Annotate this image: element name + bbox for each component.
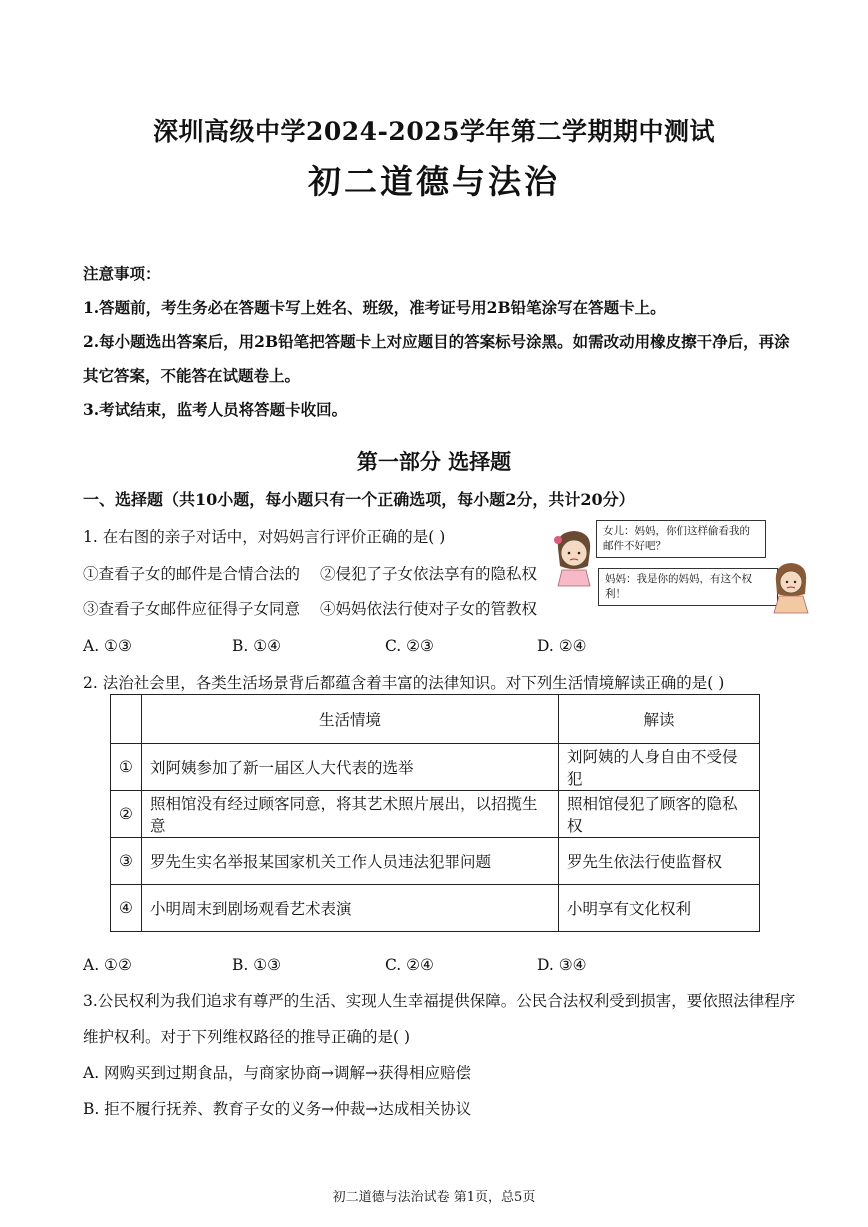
mother-illustration-icon <box>768 558 814 614</box>
q1-option-a: A. ①③ <box>83 637 132 655</box>
q2-stem: 2. 法治社会里，各类生活场景背后都蕴含着丰富的法律知识。对下列生活情境解读正确的是( ) <box>83 674 725 692</box>
q3-stem-line-1: 3.公民权利为我们追求有尊严的生活、实现人生幸福提供保障。公民合法权利受到损害，要依照法律程序 <box>83 992 796 1010</box>
q3-option-b: B. 拒不履行抚养、教育子女的义务→仲裁→达成相关协议 <box>83 1100 472 1118</box>
q2-option-c: C. ②④ <box>385 956 434 974</box>
table-row <box>111 744 760 791</box>
notice-item-3: 3.考试结束，监考人员将答题卡收回。 <box>83 400 348 419</box>
q1-statement-1: ①查看子女的邮件是合情合法的 <box>83 565 301 583</box>
daughter-speech-bubble: 女儿：妈妈，你们这样偷看我的邮件不好吧？ <box>596 520 766 558</box>
table-header-cell <box>111 695 142 744</box>
table-cell: 刘阿姨参加了新一届区人大代表的选举 <box>142 744 559 791</box>
table-cell: ② <box>111 791 142 838</box>
table-header-cell: 生活情境 <box>142 695 559 744</box>
notice-item-2-line-1: 2.每小题选出答案后，用2B铅笔把答题卡上对应题目的答案标号涂黑。如需改动用橡皮擦干净后，再涂 <box>83 332 790 351</box>
table-cell: ① <box>111 744 142 791</box>
q3-option-a: A. 网购买到过期食品，与商家协商→调解→获得相应赔偿 <box>83 1064 472 1082</box>
notice-item-1: 1.答题前，考生务必在答题卡写上姓名、班级，准考证号用2B铅笔涂写在答题卡上。 <box>83 298 666 317</box>
school-exam-title: 深圳高级中学2024-2025学年第二学期期中测试 <box>152 117 716 146</box>
q1-statement-2: ②侵犯了子女依法享有的隐私权 <box>320 565 538 583</box>
table-cell: 照相馆侵犯了顾客的隐私权 <box>559 791 760 838</box>
mother-speech-bubble: 妈妈：我是你的妈妈，有这个权利！ <box>598 568 778 606</box>
q1-option-d: D. ②④ <box>537 637 587 655</box>
q2-scenario-table <box>110 694 760 932</box>
daughter-illustration-icon <box>548 526 600 588</box>
q1-stem: 1. 在右图的亲子对话中，对妈妈言行评价正确的是( ) <box>83 528 446 546</box>
table-row <box>111 838 760 885</box>
q1-option-b: B. ①④ <box>232 637 282 655</box>
q2-option-a: A. ①② <box>83 956 132 974</box>
table-header-row <box>111 695 760 744</box>
table-cell: 罗先生实名举报某国家机关工作人员违法犯罪问题 <box>142 838 559 885</box>
q1-statement-4: ④妈妈依法行使对子女的管教权 <box>320 600 538 618</box>
table-row <box>111 791 760 838</box>
q1-statement-3: ③查看子女邮件应征得子女同意 <box>83 600 301 618</box>
q3-stem-line-2: 维护权利。对于下列维权路径的推导正确的是( ) <box>83 1028 411 1046</box>
q1-option-c: C. ②③ <box>385 637 434 655</box>
q2-option-b: B. ①③ <box>232 956 282 974</box>
part-one-title: 第一部分 选择题 <box>356 449 512 474</box>
notice-heading: 注意事项： <box>83 264 161 283</box>
q2-option-d: D. ③④ <box>537 956 587 974</box>
subject-title: 初二道德与法治 <box>308 162 560 201</box>
table-cell: 小明享有文化权利 <box>559 885 760 932</box>
table-cell: ③ <box>111 838 142 885</box>
table-cell: 小明周末到剧场观看艺术表演 <box>142 885 559 932</box>
notice-item-2-line-2: 其它答案，不能答在试题卷上。 <box>83 366 301 385</box>
table-cell: 罗先生依法行使监督权 <box>559 838 760 885</box>
table-cell: 刘阿姨的人身自由不受侵犯 <box>559 744 760 791</box>
section-heading: 一、选择题（共10小题，每小题只有一个正确选项，每小题2分，共计20分） <box>83 490 635 509</box>
table-cell: 照相馆没有经过顾客同意，将其艺术照片展出，以招揽生意 <box>142 791 559 838</box>
table-row <box>111 885 760 932</box>
table-cell: ④ <box>111 885 142 932</box>
page-footer: 初二道德与法治试卷 第1页，总5页 <box>332 1190 536 1205</box>
table-header-cell: 解读 <box>559 695 760 744</box>
